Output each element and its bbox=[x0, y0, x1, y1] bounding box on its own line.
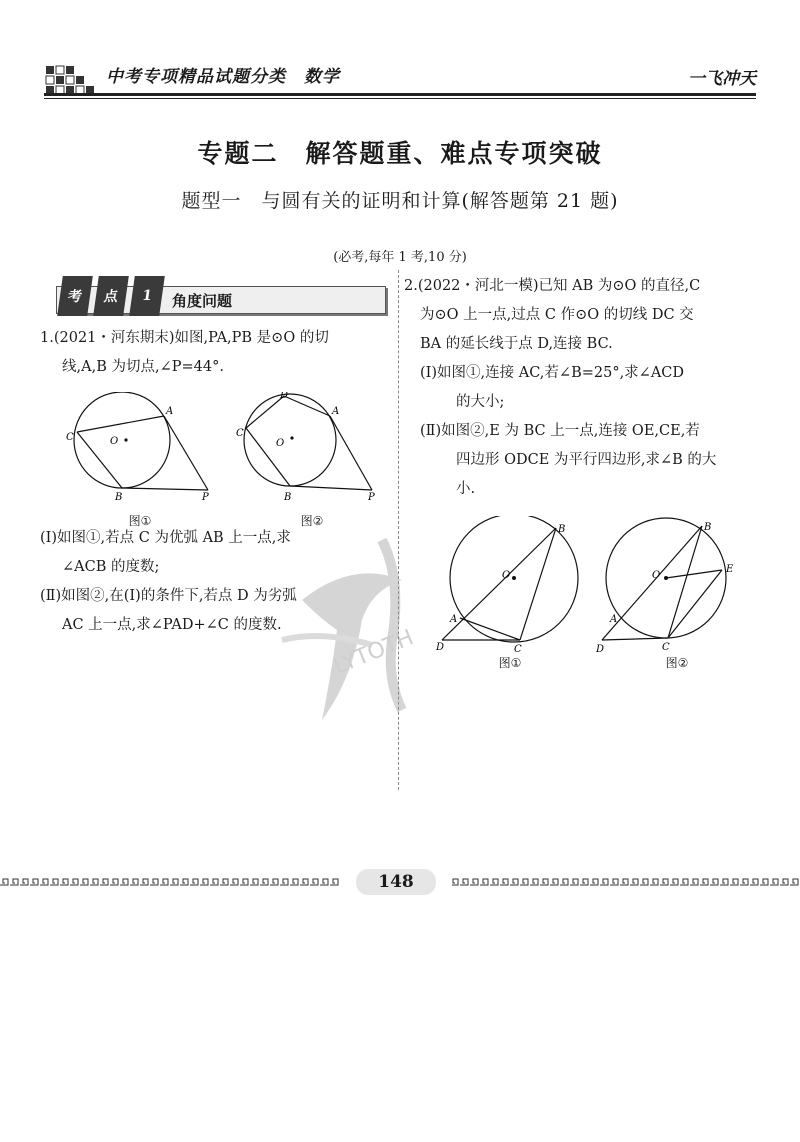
q2-figure-2 bbox=[594, 516, 760, 676]
section-tag-number: 1 bbox=[129, 276, 165, 316]
q2-line2: 为⊙O 上一点,过点 C 作⊙O 的切线 DC 交 bbox=[420, 307, 694, 323]
svg-text:D: D bbox=[436, 642, 445, 653]
svg-text:A: A bbox=[450, 614, 458, 625]
svg-text:P: P bbox=[202, 492, 209, 503]
q1-part2-line1: (Ⅱ)如图②,在(Ⅰ)的条件下,若点 D 为劣弧 bbox=[40, 588, 297, 604]
q2-part2-line1: (Ⅱ)如图②,E 为 BC 上一点,连接 OE,CE,若 bbox=[420, 423, 700, 439]
svg-text:O: O bbox=[276, 438, 285, 449]
q1-line1: 1.(2021・河东期末)如图,PA,PB 是⊙O 的切 bbox=[40, 330, 329, 346]
exam-note: (必考,每年 1 考,10 分) bbox=[333, 250, 467, 265]
question-1 bbox=[40, 324, 390, 382]
svg-text:O: O bbox=[110, 436, 119, 447]
q1-figure-2 bbox=[232, 392, 392, 528]
svg-text:E: E bbox=[726, 564, 734, 575]
page-number: 148 bbox=[356, 869, 436, 895]
watermark-text: LYTOTH bbox=[330, 625, 418, 680]
watermark-logo bbox=[262, 520, 462, 740]
svg-text:P: P bbox=[368, 492, 375, 503]
q1-figure-2-caption: 图② bbox=[300, 514, 324, 528]
q2-figure-1-caption: 图① bbox=[498, 656, 522, 670]
svg-text:O: O bbox=[652, 570, 661, 581]
svg-text:D: D bbox=[596, 644, 605, 654]
svg-text:A: A bbox=[332, 406, 340, 417]
watermark-brush-icon bbox=[262, 520, 462, 740]
svg-text:B: B bbox=[558, 524, 566, 535]
q2-part2-line2: 四边形 ODCE 为平行四边形,求∠B 的大 bbox=[456, 452, 717, 468]
sub-title: 题型一 与圆有关的证明和计算(解答题第 21 题) bbox=[181, 190, 619, 212]
svg-text:D: D bbox=[280, 392, 289, 401]
question-2 bbox=[404, 272, 760, 504]
q2-line3: BA 的延长线于点 D,连接 BC. bbox=[420, 336, 613, 352]
q1-part2-line2: AC 上一点,求∠PAD+∠C 的度数. bbox=[62, 617, 282, 633]
svg-text:A: A bbox=[610, 614, 618, 625]
header-rule-thin bbox=[44, 98, 756, 99]
q2-part1-line1: (Ⅰ)如图①,连接 AC,若∠B=25°,求∠ACD bbox=[420, 365, 685, 381]
header-title: 中考专项精品试题分类 数学 bbox=[106, 67, 340, 87]
q2-figure-2-caption: 图② bbox=[665, 656, 689, 670]
q1-part1-line1: (Ⅰ)如图①,若点 C 为优弧 AB 上一点,求 bbox=[40, 530, 291, 546]
svg-text:A: A bbox=[166, 406, 174, 417]
svg-text:C: C bbox=[66, 432, 74, 443]
q1-line2: 线,A,B 为切点,∠P=44°. bbox=[62, 359, 224, 375]
header-rule bbox=[44, 93, 756, 96]
q1-figure-1 bbox=[60, 392, 220, 528]
header-brand: 一飞冲天 bbox=[688, 69, 756, 89]
svg-text:B: B bbox=[115, 492, 123, 503]
section-tag-dian: 点 bbox=[93, 276, 129, 316]
svg-text:C: C bbox=[236, 428, 244, 439]
svg-text:B: B bbox=[284, 492, 292, 503]
section-tag-kao: 考 bbox=[57, 276, 93, 316]
q2-figure-2-drawing bbox=[594, 516, 760, 654]
main-title: 专题二 解答题重、难点专项突破 bbox=[197, 139, 603, 168]
q1-figure-2-drawing bbox=[232, 392, 392, 512]
q1-figure-1-drawing bbox=[60, 392, 220, 512]
q2-part2-line3: 小. bbox=[456, 481, 476, 497]
svg-text:B: B bbox=[704, 522, 712, 533]
section-label: 角度问题 bbox=[172, 292, 233, 310]
q2-part1-line2: 的大小; bbox=[456, 394, 505, 410]
q1-figure-1-caption: 图① bbox=[128, 514, 152, 528]
svg-text:C: C bbox=[514, 644, 522, 654]
header-logo-icon bbox=[44, 62, 98, 96]
svg-text:O: O bbox=[502, 570, 511, 581]
svg-text:C: C bbox=[662, 642, 670, 653]
q1-part1-line2: ∠ACB 的度数; bbox=[62, 559, 160, 575]
q2-line1: 2.(2022・河北一模)已知 AB 为⊙O 的直径,C bbox=[404, 278, 701, 294]
